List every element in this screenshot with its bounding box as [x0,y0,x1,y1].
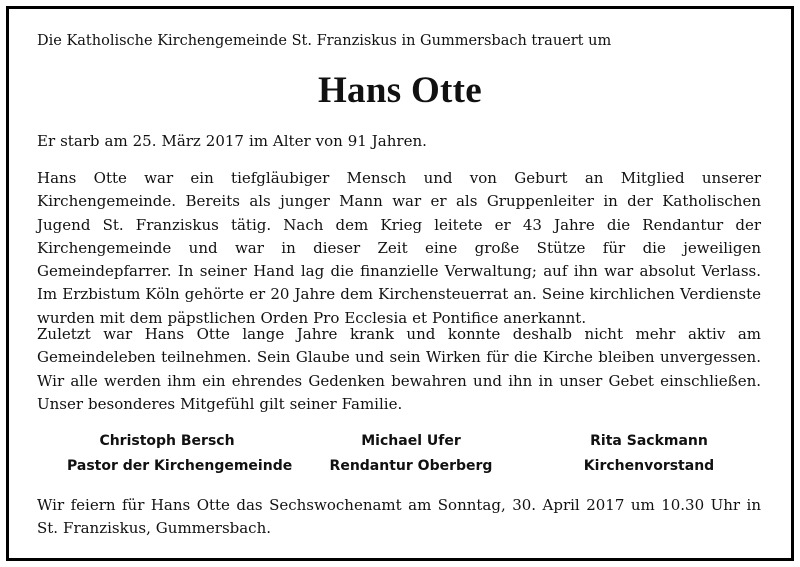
signatory [311,429,511,479]
death-date-line: Er starb am 25. März 2017 im Alter von 91 Jahren. [37,132,427,150]
obituary-notice [6,6,794,561]
signatory-role: Pastor der Kirchengemeinde [67,458,293,474]
signatories [37,429,777,481]
intro-line: Die Katholische Kirchengemeinde St. Franziskus in Gummersbach trauert um [37,33,612,49]
signatory-name: Rita Sackmann [590,433,708,449]
signatory-role: Kirchenvorstand [583,458,715,474]
signatory-name: Michael Ufer [361,433,461,449]
deceased-name: Hans Otte [317,70,483,111]
signatory [549,429,749,479]
signatory [67,429,293,479]
memorial-paragraph: Zuletzt war Hans Otte lange Jahre krank und konnte deshalb nicht mehr aktiv am Gemeindeleben teilnehmen. Sein Glaube und sein Wirken für die Kirche bleiben unvergessen. Wir alle werden ihm ein ehrendes Gedenken bewahren und ihn in unser Gebet einschließen. Unser besonderes Mitgefühl gilt seiner Familie. [37,325,761,413]
biography-paragraph: Hans Otte war ein tiefgläubiger Mensch und von Geburt an Mitglied unserer Kirchengemeinde. Bereits als junger Mann war er als Gruppenleiter in der Katholischen Jugend St. Franziskus tätig. Nach dem Krieg leitete er 43 Jahre die Rendantur der Kirchengemeinde und war in dieser Zeit eine große Stütze für die jeweiligen Gemeindepfarrer. In seiner Hand lag die finanzielle Verwaltung; auf ihn war absolut Verlass. Im Erzbistum Köln gehörte er 20 Jahre dem Kirchensteuerrat an. Seine kirchlichen Verdienste wurden mit dem päpstlichen Orden Pro Ecclesia et Pontifice anerkannt. [37,169,761,327]
service-announcement: Wir feiern für Hans Otte das Sechswochenamt am Sonntag, 30. April 2017 um 10.30 Uhr in St. Franziskus, Gummersbach. [37,496,761,538]
signatory-name: Christoph Bersch [99,433,235,449]
signatory-role: Rendantur Oberberg [329,458,493,474]
